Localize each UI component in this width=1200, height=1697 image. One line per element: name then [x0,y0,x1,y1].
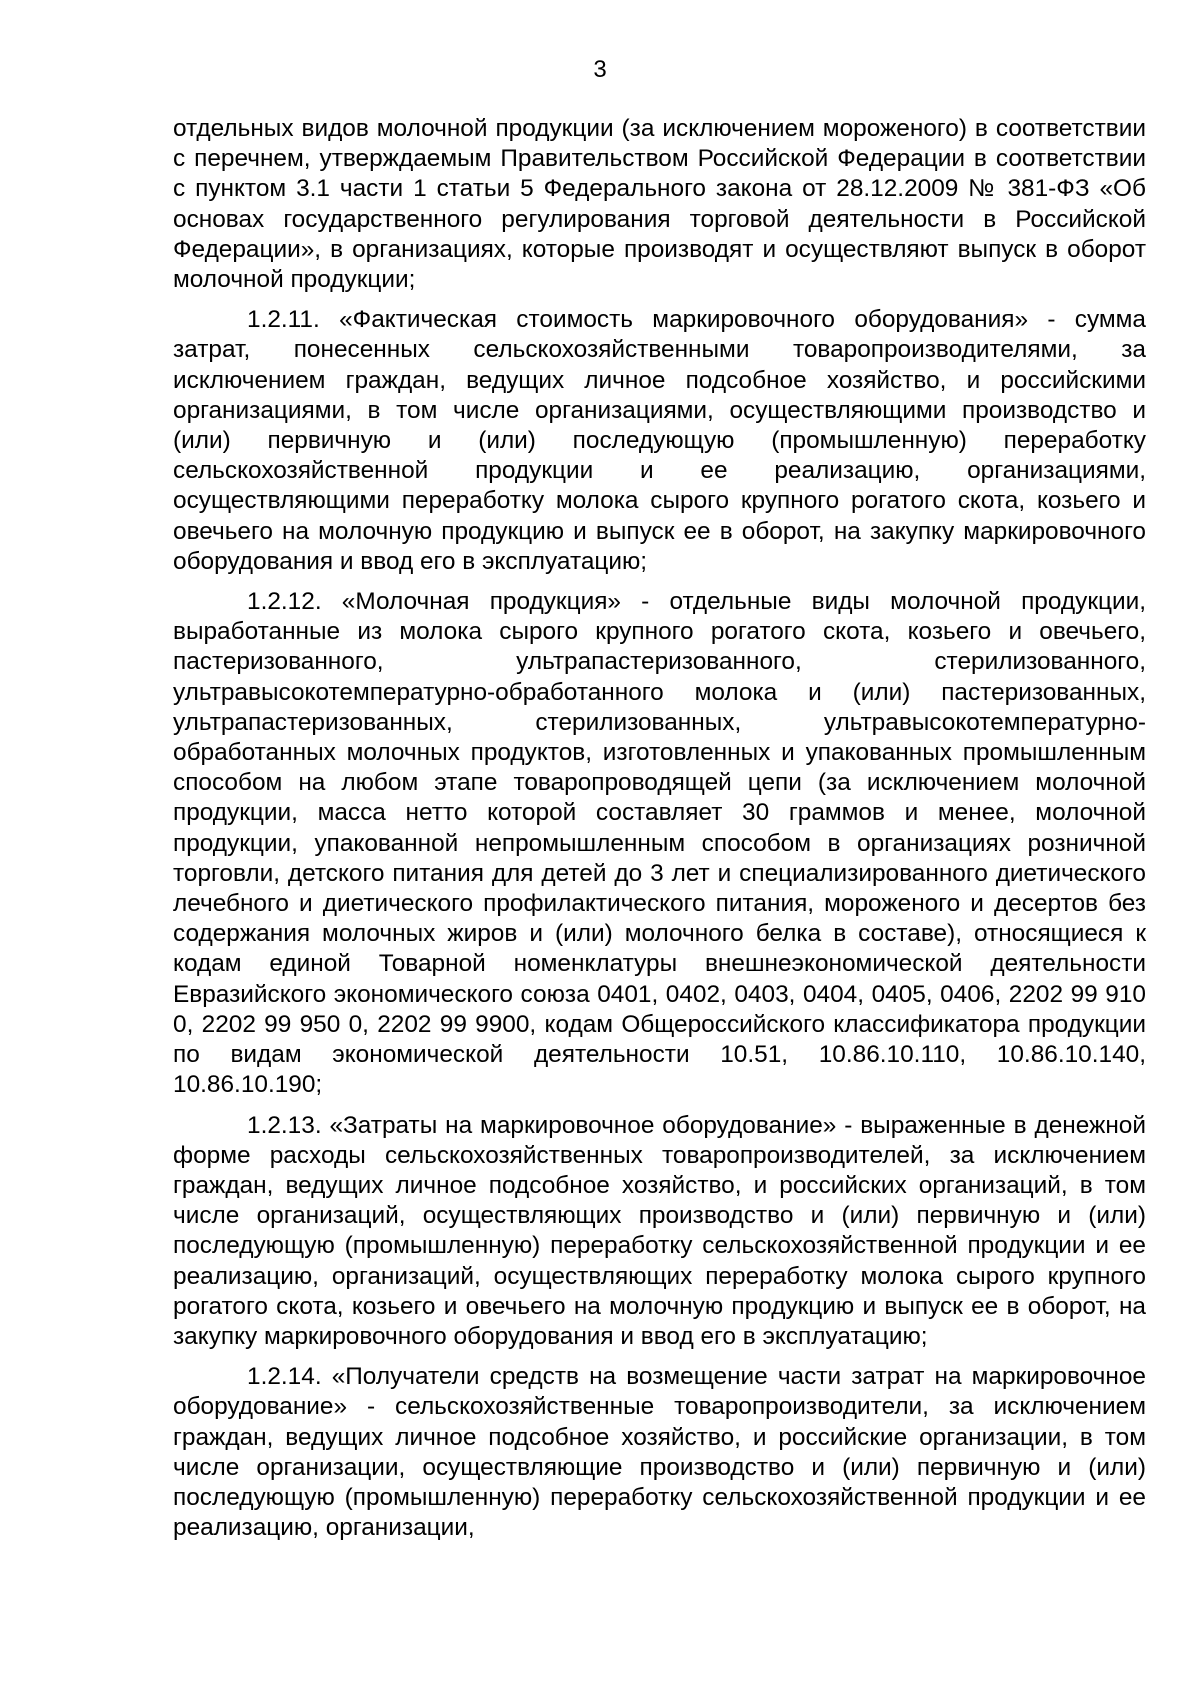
page-number: 3 [593,56,607,83]
paragraph-1-2-14: 1.2.14. «Получатели средств на возмещение части затрат на маркировочное оборудование» - сельскохозяйственные товаропроизводители, за исключением граждан, ведущих личное подсобное хозяйство, и российские организации, в том числе организации, осуществляющие производство и (или) первичную и (или) последующую (промышленную) переработку сельскохозяйственной продукции и ее реализацию, организации, [173,1363,1146,1542]
document-body [173,114,1146,1553]
paragraph-1-2-11: 1.2.11. «Фактическая стоимость маркировочного оборудования» - сумма затрат, понесенных сельскохозяйственными товаропроизводителями, за исключением граждан, ведущих личное подсобное хозяйство, и российскими организациями, в том числе организациями, осуществляющими производство и (или) первичную и (или) последующую (промышленную) переработку сельскохозяйственной продукции и ее реализацию, организациями, осуществляющими переработку молока сырого крупного рогатого скота, козьего и овечьего на молочную продукцию и выпуск ее в оборот, на закупку маркировочного оборудования и ввод его в эксплуатацию; [173,306,1146,575]
paragraph-continuation: отдельных видов молочной продукции (за исключением мороженого) в соответствии с перечнем, утверждаемым Правительством Российской Федерации в соответствии с пунктом 3.1 части 1 статьи 5 Федерального закона от 28.12.2009 № 381-ФЗ «Об основах государственного регулирования торговой деятельности в Российской Федерации», в организациях, которые производят и осуществляют выпуск в оборот молочной продукции; [173,115,1146,294]
paragraph-1-2-13: 1.2.13. «Затраты на маркировочное оборудование» - выраженные в денежной форме расходы сельскохозяйственных товаропроизводителей, за исключением граждан, ведущих личное подсобное хозяйство, и российских организаций, в том числе организаций, осуществляющих производство и (или) первичную и (или) последующую (промышленную) переработку сельскохозяйственной продукции и ее реализацию, организаций, осуществляющих переработку молока сырого крупного рогатого скота, козьего и овечьего на молочную продукцию и выпуск ее в оборот, на закупку маркировочного оборудования и ввод его в эксплуатацию; [173,1111,1146,1350]
paragraph-1-2-12: 1.2.12. «Молочная продукция» - отдельные виды молочной продукции, выработанные из молока сырого крупного рогатого скота, козьего и овечьего, пастеризованного, ультрапастеризованного, стерилизованного, ультравысокотемпературно-обработанного молока и (или) пастеризованных, ультрапастеризованных, стерилизованных, ультравысокотемпературно-обработанных молочных продуктов, изготовленных и упакованных промышленным способом на любом этапе товаропроводящей цепи (за исключением молочной продукции, масса нетто которой составляет 30 граммов и менее, молочной продукции, упакованной непромышленным способом в организациях розничной торговли, детского питания для детей до 3 лет и специализированного диетического лечебного и диетического профилактического питания, мороженого и десертов без содержания молочных жиров и (или) молочного белка в составе), относящиеся к кодам единой Товарной номенклатуры внешнеэкономической деятельности Евразийского экономического союза 0401, 0402, 0403, 0404, 0405, 0406, 2202 99 910 0, 2202 99 950 0, 2202 99 9900, кодам Общероссийского классификатора продукции по видам экономической деятельности 10.51, 10.86.10.110, 10.86.10.140, 10.86.10.190; [173,588,1146,1099]
